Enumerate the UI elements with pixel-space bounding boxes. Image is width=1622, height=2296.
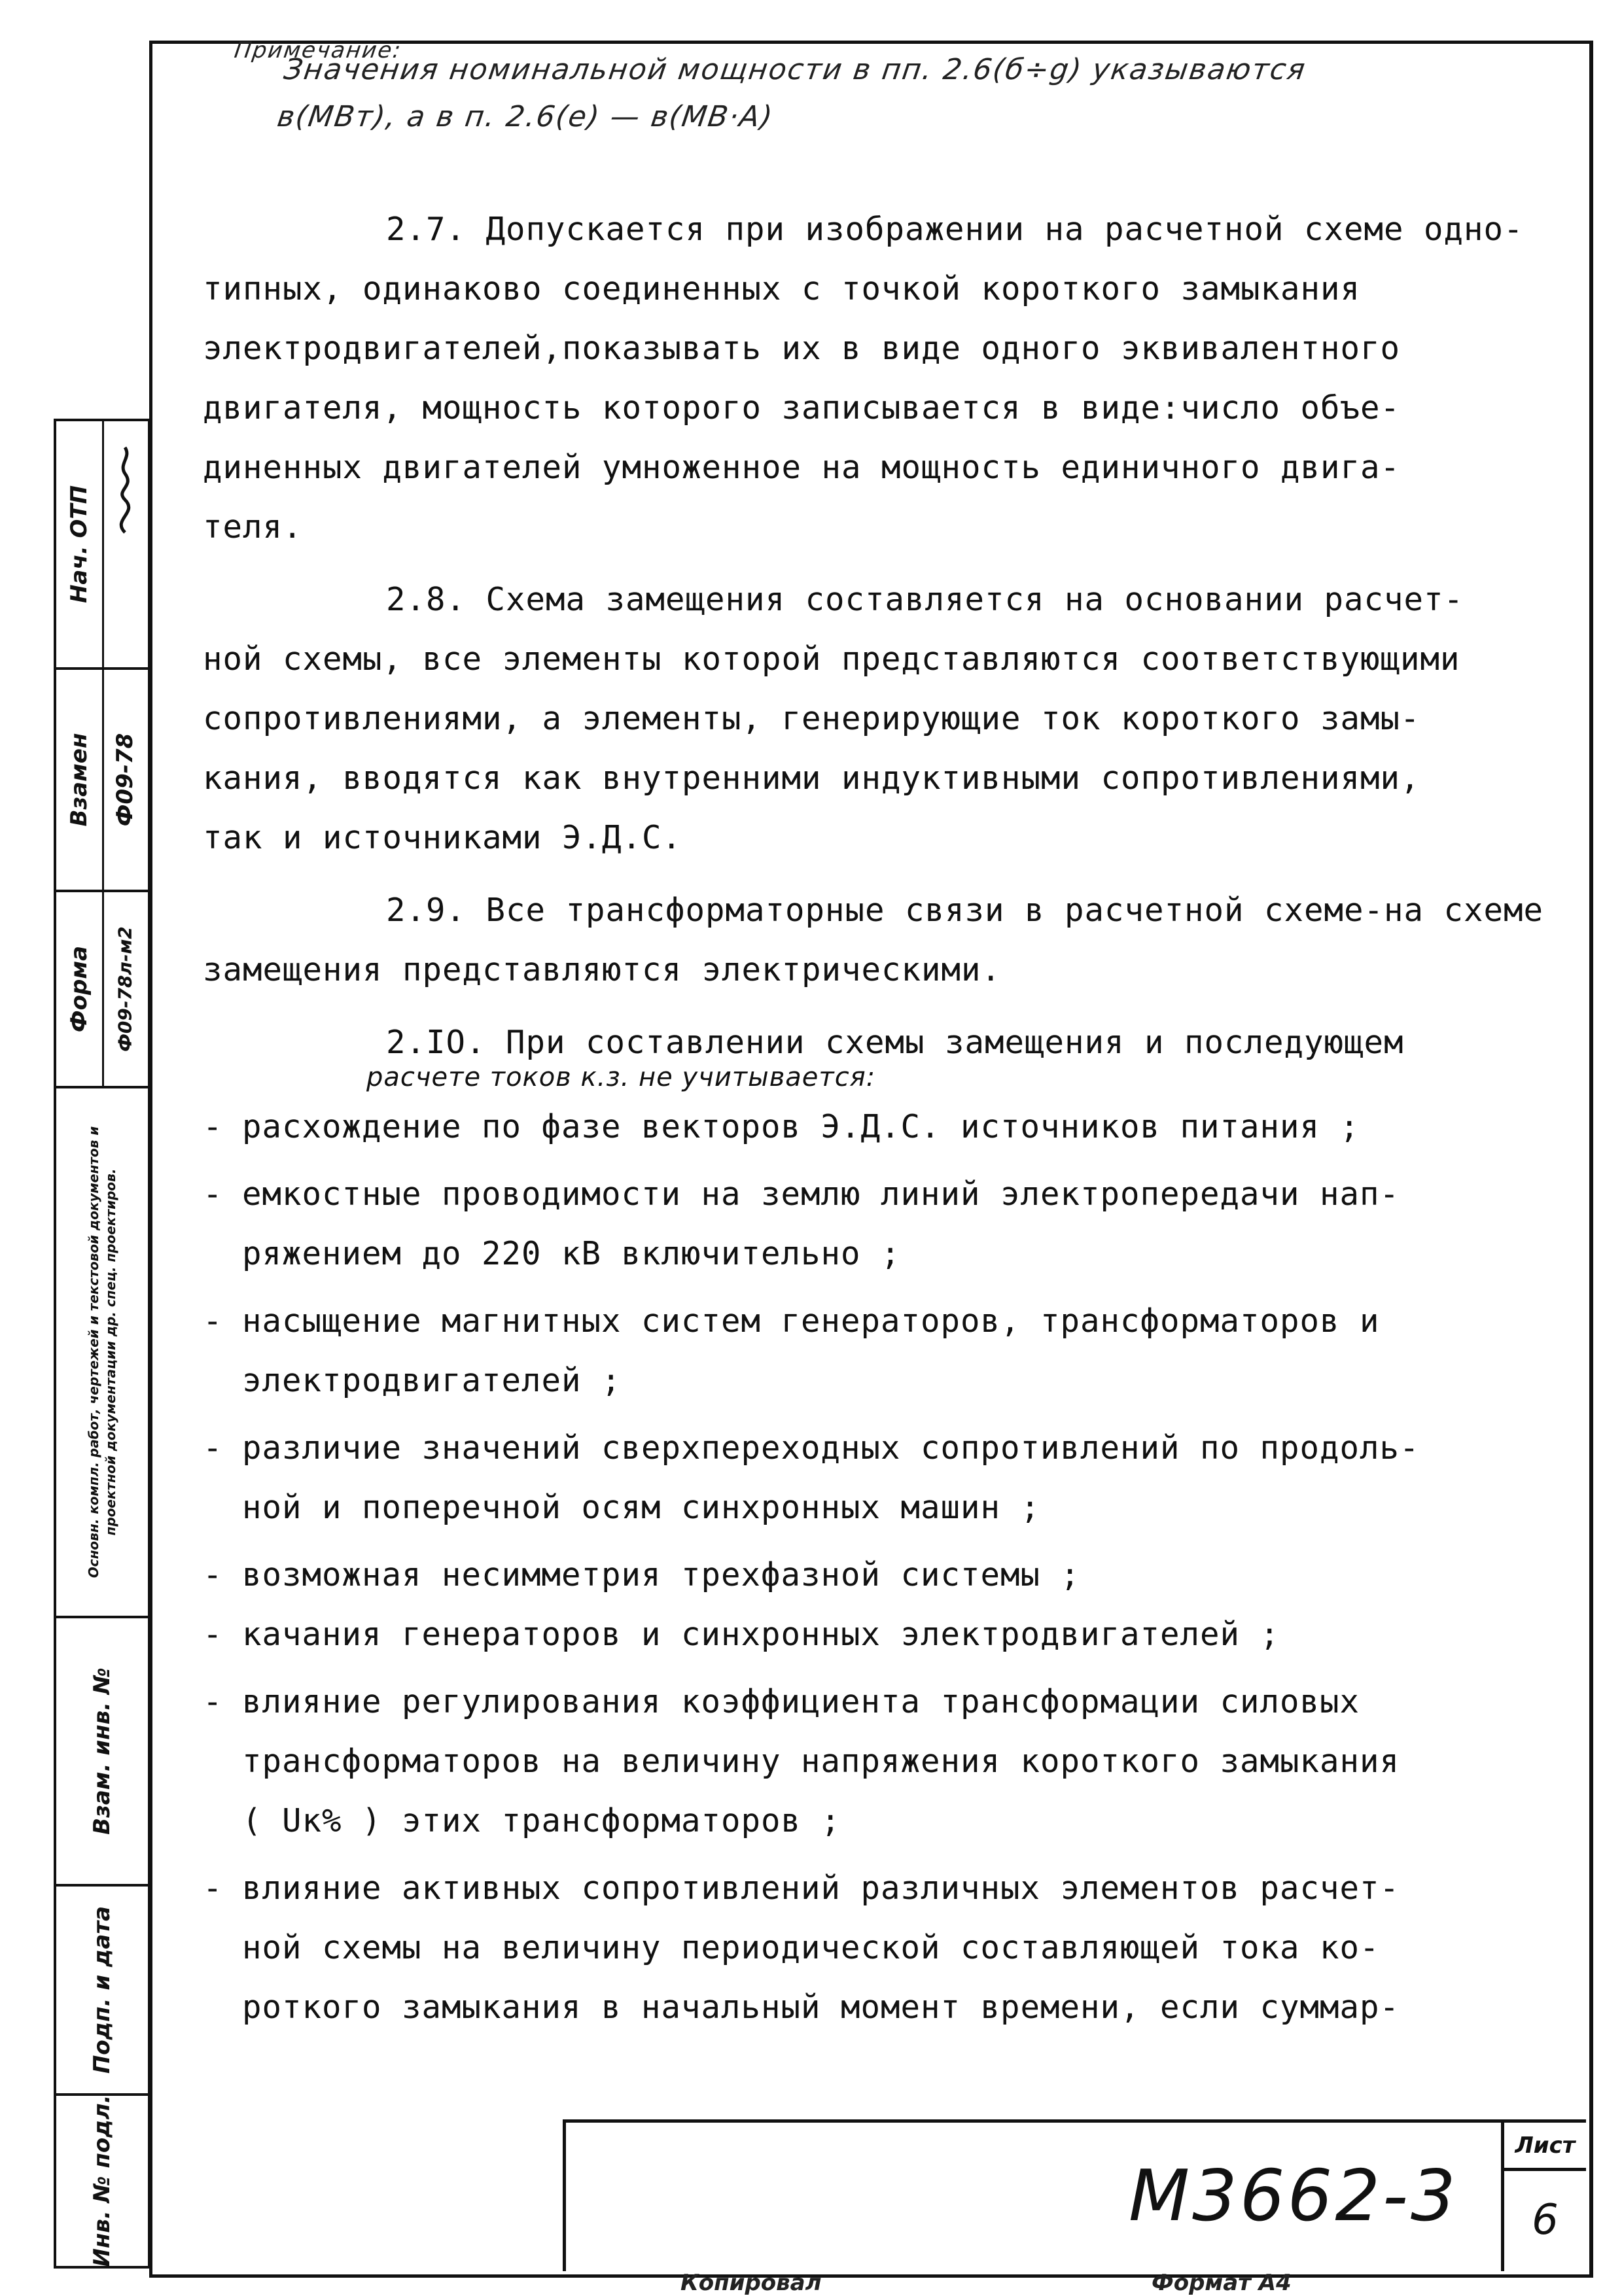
title-block: [563, 2119, 1586, 2271]
signature-column: [102, 421, 148, 667]
handwritten-insert: расчете токов к.з. не учитывается:: [366, 1062, 876, 1092]
sheet-label: Лист: [1504, 2123, 1586, 2171]
handwritten-signature: [105, 441, 145, 539]
paragraph-2-9: [203, 880, 1564, 1000]
list-item: [203, 1672, 1564, 1851]
text-line: ной и поперечной осям синхронных машин ;: [242, 1489, 1041, 1526]
text-line: расхождение по фазе векторов Э.Д.С. источников питания ;: [242, 1108, 1360, 1145]
side-column: [56, 421, 104, 667]
footer-format: Формат А4: [1152, 2270, 1292, 2296]
paragraph-2-8: [203, 570, 1564, 867]
side-cell-label: Инв. № подл.: [89, 2095, 115, 2267]
text-line: роткого замыкания в начальный момент времени, если суммар-: [242, 1989, 1400, 2026]
text-line: так и источниками Э.Д.С.: [203, 819, 682, 856]
text-line: 2.8. Схема замещения составляется на основании расчет-: [386, 581, 1464, 618]
side-column: [56, 670, 104, 890]
list-item: [203, 1418, 1564, 1537]
side-cell-label: Нач. ОТП: [66, 485, 92, 604]
footer-copied: Копировал: [680, 2270, 822, 2296]
side-cell-label: Взам. инв. №: [89, 1667, 115, 1835]
list-item: [203, 1097, 1564, 1157]
side-cell-label: Подп. и дата: [89, 1905, 115, 2074]
note-lead: Примечание:: [232, 37, 404, 63]
text-line: электродвигателей,показывать их в виде одного эквивалентного: [203, 330, 1401, 367]
side-cell-inv-no: [56, 2096, 148, 2266]
side-cell-label: Взамен: [66, 733, 92, 827]
side-column: [102, 892, 148, 1086]
side-cell-basic-set: [56, 1088, 148, 1618]
side-cell-label: Ф09-78л-м2: [114, 926, 136, 1052]
side-cell-form: [56, 892, 148, 1088]
side-cell-head-otp: [56, 421, 148, 670]
text-line: ной схемы на величину периодической составляющей тока ко-: [242, 1929, 1380, 1966]
paragraph-2-10: [281, 1013, 1564, 1092]
side-column: [56, 892, 104, 1086]
list-item: [203, 1858, 1564, 2037]
text-line: замещения представляются электрическими.: [203, 951, 1002, 988]
text-line: влияние регулирования коэффициента трансформации силовых: [242, 1683, 1360, 1720]
text-line: качания генераторов и синхронных электродвигателей ;: [242, 1616, 1280, 1653]
paragraph-2-7: [203, 200, 1564, 557]
text-line: 2.9. Все трансформаторные связи в расчетной схеме-на схеме: [386, 892, 1544, 929]
text-line: кания, вводятся как внутренними индуктивными сопротивлениями,: [203, 759, 1420, 797]
dash-marker: -: [203, 1108, 223, 1145]
side-cell-replacement-inv: [56, 1618, 148, 1887]
dash-marker: -: [203, 1429, 223, 1467]
dash-marker: -: [203, 1616, 223, 1653]
text-line: ( Uк% ) этих трансформаторов ;: [242, 1802, 841, 1839]
text-line: различие значений сверхпереходных сопротивлений по продоль-: [242, 1429, 1420, 1467]
text-line: ряжением до 220 кВ включительно ;: [242, 1235, 901, 1272]
bullet-list: [203, 1097, 1564, 2037]
side-approval-stamp: [54, 419, 150, 2269]
text-line: 2.IO. При составлении схемы замещения и последующем: [386, 1024, 1404, 1061]
sheet-box: [1501, 2123, 1586, 2271]
list-item: [203, 1545, 1564, 1605]
side-cell-label: Ф09-78: [112, 733, 138, 827]
text-line: электродвигателей ;: [242, 1362, 622, 1399]
side-cell-label: Форма: [66, 945, 92, 1033]
text-line: 2.7. Допускается при изображении на расчетной схеме одно-: [386, 211, 1524, 248]
list-item: [203, 1291, 1564, 1410]
dash-marker: -: [203, 1175, 223, 1213]
side-column: [102, 670, 148, 890]
dash-marker: -: [203, 1556, 223, 1593]
side-cell-label: Основн. компл. работ, чертежей и текстовой документов и проектной документации др. спец. проектиров.: [86, 1126, 118, 1578]
text-line: двигателя, мощность которого записывается в виде:число объе-: [203, 389, 1401, 426]
document-code: М3662-3: [1129, 2155, 1458, 2237]
note-line-2: в(МВт), а в п. 2.6(е) — в(МВ·А): [275, 100, 776, 133]
list-item: [203, 1164, 1564, 1283]
note-line-1: Значения номинальной мощности в пп. 2.6(б÷g) указываются: [281, 53, 1309, 86]
document-body: [203, 200, 1564, 2045]
text-line: емкостные проводимости на землю линий электропередачи нап-: [242, 1175, 1400, 1213]
dash-marker: -: [203, 1683, 223, 1720]
text-line: ной схемы, все элементы которой представляются соответствующими: [203, 640, 1460, 678]
side-cell-signature-date: [56, 1887, 148, 2096]
dash-marker: -: [203, 1870, 223, 1907]
text-line: диненных двигателей умноженное на мощность единичного двига-: [203, 449, 1401, 486]
text-line: насыщение магнитных систем генераторов, трансформаторов и: [242, 1302, 1380, 1340]
sheet-number: 6: [1532, 2196, 1559, 2244]
dash-marker: -: [203, 1302, 223, 1340]
text-line: сопротивлениями, а элементы, генерирующие ток короткого замы-: [203, 700, 1420, 737]
list-item: [203, 1605, 1564, 1664]
text-line: трансформаторов на величину напряжения короткого замыкания: [242, 1743, 1400, 1780]
side-cell-replaced: [56, 670, 148, 892]
text-line: типных, одинаково соединенных с точкой короткого замыкания: [203, 270, 1361, 307]
text-line: влияние активных сопротивлений различных элементов расчет-: [242, 1870, 1400, 1907]
text-line: возможная несимметрия трехфазной системы ;: [242, 1556, 1081, 1593]
text-line: теля.: [203, 508, 303, 546]
